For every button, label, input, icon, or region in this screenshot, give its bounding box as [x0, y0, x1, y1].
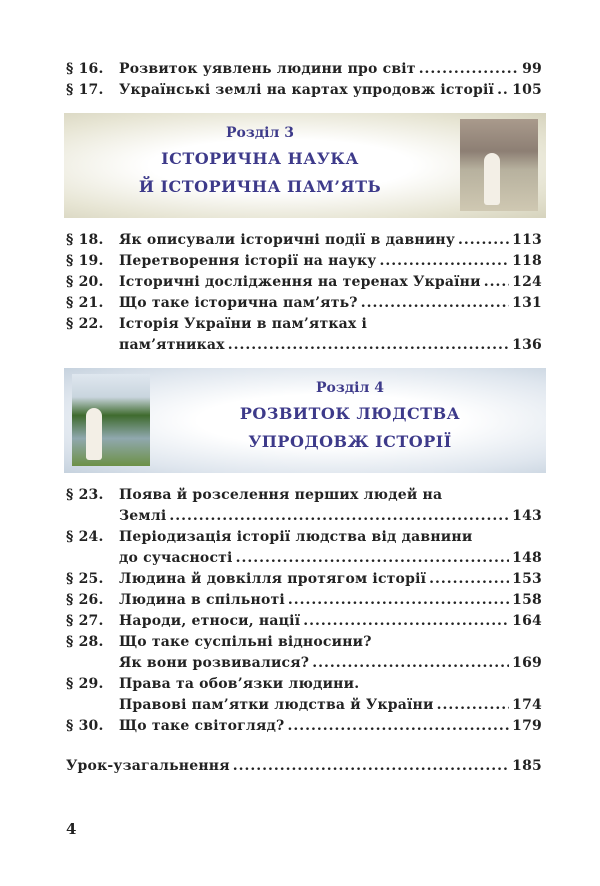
toc-group-3 — [66, 487, 542, 739]
toc-entry-number: § 21. — [66, 295, 104, 311]
dot-leader — [484, 274, 509, 290]
toc-entry-number: § 20. — [66, 274, 104, 290]
toc-entry[interactable] — [66, 316, 542, 358]
dot-leader — [429, 571, 509, 587]
section-3-banner — [64, 113, 546, 218]
toc-entry-title: Права та обов’язки людини. — [119, 676, 360, 692]
toc-entry-number: § 27. — [66, 613, 104, 629]
toc-entry-page: 136 — [512, 337, 542, 353]
toc-entry[interactable] — [66, 82, 542, 103]
toc-entry-page: 99 — [522, 61, 542, 77]
dot-leader — [288, 592, 509, 608]
toc-entry-number: § 24. — [66, 529, 104, 545]
dot-leader — [312, 655, 509, 671]
toc-entry-line — [66, 550, 542, 571]
toc-entry[interactable] — [66, 487, 542, 529]
statue-figure — [86, 408, 102, 460]
toc-entry-line — [66, 718, 542, 739]
toc-entry-title: Народи, етноси, нації — [119, 613, 301, 629]
toc-entry-summary[interactable] — [66, 758, 542, 779]
toc-entry-title: Людина й довкілля протягом історії — [119, 571, 427, 587]
toc-entry[interactable] — [66, 571, 542, 592]
dot-leader — [169, 508, 509, 524]
toc-entry-line — [66, 571, 542, 592]
toc-entry-title: Розвиток уявлень людини про світ — [119, 61, 416, 77]
toc-entry-title: Поява й розселення перших людей на — [119, 487, 443, 503]
toc-entry-title: Правові пам’ятки людства й України — [119, 697, 434, 713]
toc-entry-title: до сучасності — [119, 550, 233, 566]
section-4-label: Розділ 4 — [316, 380, 384, 396]
section-4-illustration — [72, 374, 150, 466]
toc-entry-line — [66, 82, 542, 103]
toc-entry-line — [66, 592, 542, 613]
dot-leader — [228, 337, 509, 353]
toc-entry[interactable] — [66, 529, 542, 571]
toc-entry-title: Перетворення історії на науку — [119, 253, 377, 269]
toc-entry-title: Періодизація історії людства від давнини — [119, 529, 473, 545]
toc-entry[interactable] — [66, 718, 542, 739]
toc-group-1 — [66, 61, 542, 103]
toc-entry[interactable] — [66, 295, 542, 316]
toc-entry[interactable] — [66, 676, 542, 718]
dot-leader — [437, 697, 510, 713]
toc-entry-line — [66, 613, 542, 634]
toc-entry[interactable] — [66, 613, 542, 634]
toc-entry-line — [66, 655, 542, 676]
toc-entry-page: 185 — [512, 758, 542, 774]
toc-entry-number: § 26. — [66, 592, 104, 608]
toc-entry-number: § 23. — [66, 487, 104, 503]
toc-entry-title: Історичні дослідження на теренах України — [119, 274, 481, 290]
toc-entry-line — [66, 634, 542, 655]
toc-entry-title: Як вони розвивалися? — [119, 655, 310, 671]
toc-entry-line — [66, 697, 542, 718]
toc-entry-page: 158 — [512, 592, 542, 608]
page-number: 4 — [66, 820, 77, 838]
section-4-title-line-1: РОЗВИТОК ЛЮДСТВА — [239, 404, 461, 423]
section-4-banner — [64, 368, 546, 473]
toc-entry-line — [66, 253, 542, 274]
toc-entry-page: 179 — [512, 718, 542, 734]
section-4-title-line-2: УПРОДОВЖ ІСТОРІЇ — [248, 432, 452, 451]
toc-entry-number: § 19. — [66, 253, 104, 269]
toc-entry-line — [66, 295, 542, 316]
section-3-illustration — [460, 119, 538, 211]
toc-entry-title: Українські землі на картах упродовж історії — [119, 82, 495, 98]
toc-entry-number: § 16. — [66, 61, 104, 77]
toc-group-2 — [66, 232, 542, 358]
toc-entry-number: § 25. — [66, 571, 104, 587]
toc-entry-page: 143 — [512, 508, 542, 524]
toc-entry-title: Землі — [119, 508, 167, 524]
toc-entry-line — [66, 232, 542, 253]
toc-entry-title: Що таке історична пам’ять? — [119, 295, 358, 311]
toc-entry-page: 169 — [512, 655, 542, 671]
toc-entry[interactable] — [66, 634, 542, 676]
toc-entry-number: § 22. — [66, 316, 104, 332]
dot-leader — [497, 82, 509, 98]
toc-entry-page: 118 — [512, 253, 542, 269]
toc-entry-line — [66, 676, 542, 697]
table-of-contents — [66, 61, 542, 779]
dot-leader — [233, 758, 509, 774]
toc-entry-number: § 30. — [66, 718, 104, 734]
toc-entry-title: Що таке суспільні відносини? — [119, 634, 372, 650]
toc-entry-title: Людина в спільноті — [119, 592, 285, 608]
dot-leader — [236, 550, 510, 566]
toc-entry[interactable] — [66, 253, 542, 274]
toc-entry-line — [66, 529, 542, 550]
dot-leader — [379, 253, 509, 269]
toc-entry-line — [66, 274, 542, 295]
dot-leader — [303, 613, 509, 629]
toc-entry-page: 113 — [512, 232, 542, 248]
section-4-heading — [154, 380, 546, 460]
section-3-title-line-2: Й ІСТОРИЧНА ПАМ’ЯТЬ — [138, 177, 382, 196]
toc-entry[interactable] — [66, 592, 542, 613]
toc-entry-page: 148 — [512, 550, 542, 566]
toc-entry-page: 105 — [512, 82, 542, 98]
toc-entry-page: 174 — [512, 697, 542, 713]
toc-entry-page: 124 — [512, 274, 542, 290]
toc-entry-line — [66, 508, 542, 529]
toc-entry[interactable] — [66, 274, 542, 295]
section-3-label: Розділ 3 — [226, 125, 294, 141]
toc-entry-number: § 17. — [66, 82, 104, 98]
toc-entry-title: Урок-узагальнення — [66, 758, 230, 774]
dot-leader — [458, 232, 509, 248]
toc-entry[interactable] — [66, 61, 542, 82]
toc-entry-title: Як описували історичні події в давнину — [119, 232, 456, 248]
toc-entry-line — [66, 61, 542, 82]
statue-figure — [484, 153, 500, 205]
toc-entry-number: § 28. — [66, 634, 104, 650]
toc-entry-page: 164 — [512, 613, 542, 629]
toc-entry-line — [66, 487, 542, 508]
toc-entry-page: 131 — [512, 295, 542, 311]
toc-entry-line — [66, 316, 542, 337]
toc-entry-title: пам’ятниках — [119, 337, 225, 353]
toc-entry-line — [66, 337, 542, 358]
toc-entry-title: Історія України в пам’ятках і — [119, 316, 368, 332]
section-3-title-line-1: ІСТОРИЧНА НАУКА — [161, 149, 359, 168]
dot-leader — [419, 61, 519, 77]
dot-leader — [287, 718, 509, 734]
toc-entry-number: § 18. — [66, 232, 104, 248]
section-3-heading — [64, 125, 456, 205]
toc-entry-page: 153 — [512, 571, 542, 587]
toc-entry-number: § 29. — [66, 676, 104, 692]
toc-entry-title: Що таке світогляд? — [119, 718, 285, 734]
toc-entry[interactable] — [66, 232, 542, 253]
dot-leader — [361, 295, 509, 311]
